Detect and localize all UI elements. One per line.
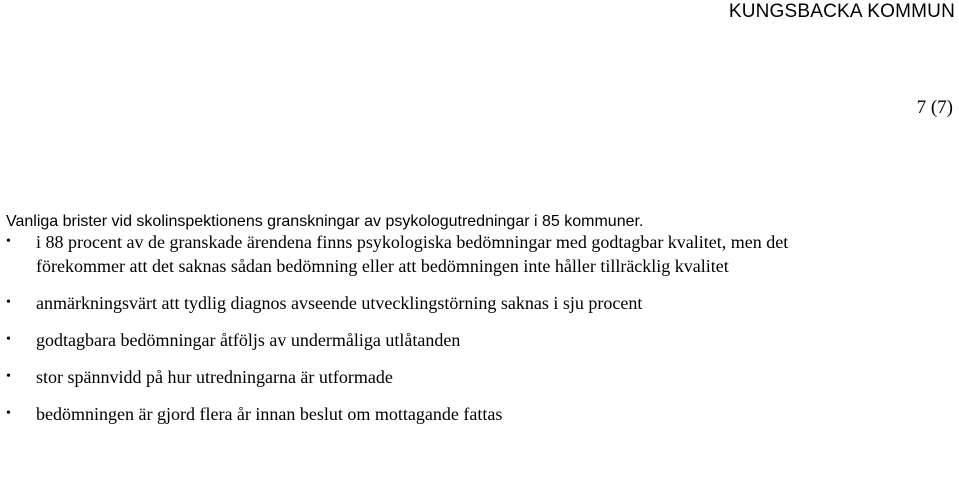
section-heading: Vanliga brister vid skolinspektionens granskningar av psykologutredningar i 85 kommuner. [6, 213, 644, 230]
bullet-icon: • [6, 234, 11, 249]
bullet-item-5 [0, 402, 800, 426]
bullet-item-1 [0, 230, 800, 278]
organization-name: KUNGSBACKA KOMMUN [728, 1, 955, 22]
bullet-text: godtagbara bedömningar åtföljs av undermåliga utlåtanden [36, 330, 461, 350]
bullet-item-2 [0, 291, 800, 315]
bullet-item-3 [0, 328, 800, 352]
bullet-text: anmärkningsvärt att tydlig diagnos avseende utvecklingstörning saknas i sju procent [36, 293, 643, 313]
bullet-text: bedömningen är gjord flera år innan beslut om mottagande fattas [36, 404, 503, 424]
bullet-list [0, 230, 800, 439]
bullet-icon: • [6, 369, 11, 384]
bullet-icon: • [6, 295, 11, 310]
page-number: 7 (7) [916, 97, 953, 118]
bullet-icon: • [6, 332, 11, 347]
bullet-icon: • [6, 406, 11, 421]
bullet-text: stor spännvidd på hur utredningarna är utformade [36, 367, 393, 387]
bullet-item-4 [0, 365, 800, 389]
bullet-text: i 88 procent av de granskade ärendena finns psykologiska bedömningar med godtagbar kvalitet, men det förekommer att det saknas sådan bedömning eller att bedömningen inte håller tillräcklig kvalitet [36, 232, 789, 276]
